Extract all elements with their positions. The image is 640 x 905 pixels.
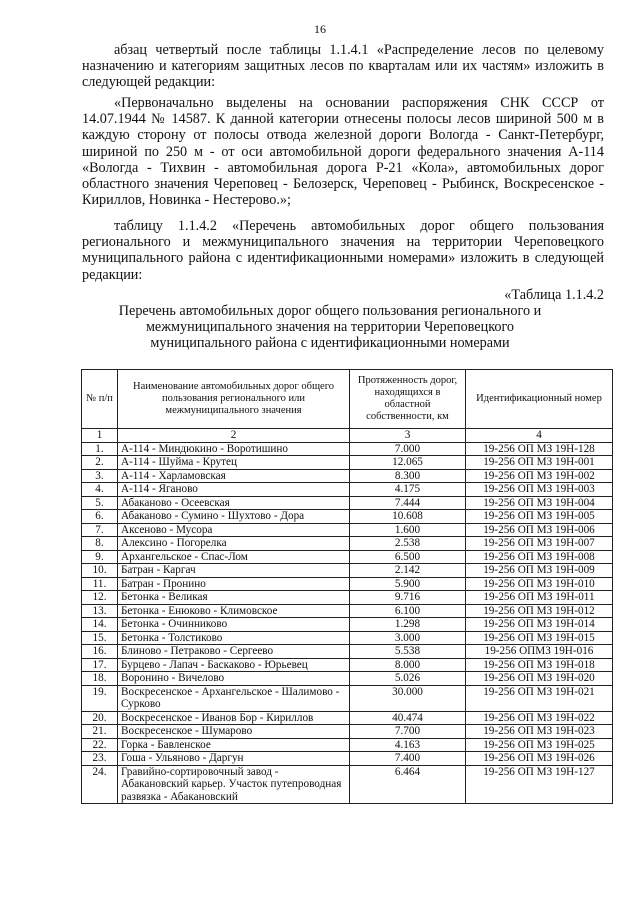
road-id: 19-256 ОП МЗ 19Н-018: [466, 658, 613, 672]
table-label: «Таблица 1.1.4.2: [504, 287, 604, 303]
row-number: 23.: [82, 752, 118, 766]
road-name: А-114 - Шуйма - Крутец: [118, 456, 350, 470]
row-number: 14.: [82, 618, 118, 632]
road-id: 19-256 ОП МЗ 19Н-004: [466, 496, 613, 510]
road-length: 10.608: [350, 510, 466, 524]
road-name: Бетонка - Очинниково: [118, 618, 350, 632]
road-length: 5.538: [350, 645, 466, 659]
road-name: А-114 - Яганово: [118, 483, 350, 497]
road-name: Бурцево - Лапач - Баскаково - Юрьевец: [118, 658, 350, 672]
road-name: Архангельское - Спас-Лом: [118, 550, 350, 564]
table-row: [82, 496, 613, 510]
road-name: Бетонка - Великая: [118, 591, 350, 605]
page-number: 16: [314, 22, 326, 36]
table-header-row: [82, 370, 613, 429]
table-row: [82, 711, 613, 725]
road-name: Воскресенское - Шумарово: [118, 725, 350, 739]
row-number: 4.: [82, 483, 118, 497]
road-length: 1.298: [350, 618, 466, 632]
road-length: 40.474: [350, 711, 466, 725]
row-number: 17.: [82, 658, 118, 672]
row-number: 6.: [82, 510, 118, 524]
row-number: 21.: [82, 725, 118, 739]
road-id: 19-256 ОП МЗ 19Н-026: [466, 752, 613, 766]
road-length: 9.716: [350, 591, 466, 605]
road-id: 19-256 ОП МЗ 19Н-025: [466, 738, 613, 752]
road-id: 19-256 ОП МЗ 19Н-005: [466, 510, 613, 524]
table-row: [82, 618, 613, 632]
road-id: 19-256 ОП МЗ 19Н-001: [466, 456, 613, 470]
road-name: Абаканово - Сумино - Шухтово - Дора: [118, 510, 350, 524]
table-row: [82, 752, 613, 766]
table-row: [82, 510, 613, 524]
row-number: 15.: [82, 631, 118, 645]
header-length: Протяженность дорог, находящихся в областной собственности, км: [350, 370, 466, 429]
road-length: 7.444: [350, 496, 466, 510]
road-length: 4.163: [350, 738, 466, 752]
road-name: Воскресенское - Архангельское - Шалимово - Сурково: [118, 685, 350, 711]
row-number: 5.: [82, 496, 118, 510]
road-length: 2.142: [350, 564, 466, 578]
road-name: Воронино - Вичелово: [118, 672, 350, 686]
road-name: Гоша - Ульяново - Даргун: [118, 752, 350, 766]
road-id: 19-256 ОП МЗ 19Н-021: [466, 685, 613, 711]
row-number: 19.: [82, 685, 118, 711]
road-length: 12.065: [350, 456, 466, 470]
road-id: 19-256 ОП МЗ 19Н-012: [466, 604, 613, 618]
road-length: 3.000: [350, 631, 466, 645]
paragraph-text: «Первоначально выделены на основании распоряжения СНК СССР от 14.07.1944 № 14587. К данной категории отнесены полосы лесов шириной 500 м в каждую сторону от полосы отвода железной дороги Вологда - Санкт-Петербург, шириной по 250 м - от оси автомобильной дороги федерального значения А-114 «Вологда - Тихвин - автомобильная дорога Р-21 «Кола», автомобильных дорог областного значения Череповец - Белозерск, Череповец - Рыбинск, Воскресенское - Кириллов, Новинка - Нестерово.»;: [82, 95, 604, 209]
row-number: 22.: [82, 738, 118, 752]
table-row: [82, 631, 613, 645]
table-row: [82, 725, 613, 739]
road-id: 19-256 ОП МЗ 19Н-002: [466, 469, 613, 483]
row-number: 7.: [82, 523, 118, 537]
road-length: 8.300: [350, 469, 466, 483]
road-id: 19-256 ОП МЗ 19Н-009: [466, 564, 613, 578]
road-name: Гравийно-сортировочный завод - Абакановский карьер. Участок путепроводная развязка - Абакановский: [118, 765, 350, 804]
row-number: 13.: [82, 604, 118, 618]
table-row: [82, 765, 613, 804]
road-name: Горка - Бавленское: [118, 738, 350, 752]
header-id-number: Идентификационный номер: [466, 370, 613, 429]
paragraph-quote: [82, 95, 604, 208]
road-name: Алексино - Погорелка: [118, 537, 350, 551]
row-number: 12.: [82, 591, 118, 605]
column-number-row: [82, 429, 613, 443]
road-length: 6.100: [350, 604, 466, 618]
table-row: [82, 577, 613, 591]
road-id: 19-256 ОП МЗ 19Н-128: [466, 442, 613, 456]
table-row: [82, 658, 613, 672]
road-id: 19-256 ОП МЗ 19Н-007: [466, 537, 613, 551]
table-row: [82, 469, 613, 483]
road-id: 19-256 ОП МЗ 19Н-008: [466, 550, 613, 564]
row-number: 1.: [82, 442, 118, 456]
road-length: 30.000: [350, 685, 466, 711]
table-row: [82, 604, 613, 618]
table-row: [82, 442, 613, 456]
row-number: 11.: [82, 577, 118, 591]
row-number: 8.: [82, 537, 118, 551]
table-row: [82, 564, 613, 578]
road-length: 4.175: [350, 483, 466, 497]
row-number: 3.: [82, 469, 118, 483]
row-number: 20.: [82, 711, 118, 725]
road-id: 19-256 ОП МЗ 19Н-014: [466, 618, 613, 632]
table-row: [82, 483, 613, 497]
road-name: Абаканово - Осеевская: [118, 496, 350, 510]
row-number: 10.: [82, 564, 118, 578]
table-row: [82, 645, 613, 659]
row-number: 2.: [82, 456, 118, 470]
road-id: 19-256 ОП МЗ 19Н-020: [466, 672, 613, 686]
table-row: [82, 738, 613, 752]
road-length: 6.464: [350, 765, 466, 804]
road-id: 19-256 ОП МЗ 19Н-010: [466, 577, 613, 591]
road-length: 5.026: [350, 672, 466, 686]
road-id: 19-256 ОП МЗ 19Н-003: [466, 483, 613, 497]
road-name: Бетонка - Енюково - Климовское: [118, 604, 350, 618]
table-row: [82, 550, 613, 564]
row-number: 9.: [82, 550, 118, 564]
road-id: 19-256 ОП МЗ 19Н-015: [466, 631, 613, 645]
column-number: 4: [466, 429, 613, 443]
row-number: 16.: [82, 645, 118, 659]
paragraph-text: абзац четвертый после таблицы 1.1.4.1 «Распределение лесов по целевому назначению и категориям защитных лесов по кварталам или их частям» изложить в следующей редакции:: [82, 42, 604, 91]
road-name: Блиново - Петраково - Сергеево: [118, 645, 350, 659]
table-row: [82, 456, 613, 470]
road-id: 19-256 ОП МЗ 19Н-127: [466, 765, 613, 804]
column-number: 1: [82, 429, 118, 443]
road-name: А-114 - Миндюкино - Воротишино: [118, 442, 350, 456]
road-name: Аксеново - Мусора: [118, 523, 350, 537]
road-length: 1.600: [350, 523, 466, 537]
paragraph-amendment-1: [82, 42, 604, 91]
road-length: 7.000: [350, 442, 466, 456]
road-name: Бетонка - Толстиково: [118, 631, 350, 645]
road-id: 19-256 ОП МЗ 19Н-022: [466, 711, 613, 725]
road-length: 6.500: [350, 550, 466, 564]
header-number: № п/п: [82, 370, 118, 429]
road-name: А-114 - Харламовская: [118, 469, 350, 483]
paragraph-text: таблицу 1.1.4.2 «Перечень автомобильных дорог общего пользования регионального и межмуниципального значения на территории Череповецкого муниципального района с идентификационными номерами» изложить в следующей редакции:: [82, 218, 604, 283]
row-number: 24.: [82, 765, 118, 804]
paragraph-amendment-2: [82, 218, 604, 283]
header-road-name: Наименование автомобильных дорог общего пользования регионального или межмуниципального значения: [118, 370, 350, 429]
road-id: 19-256 ОП МЗ 19Н-023: [466, 725, 613, 739]
road-name: Батран - Пронино: [118, 577, 350, 591]
road-id: 19-256 ОП МЗ 19Н-011: [466, 591, 613, 605]
road-name: Батран - Каргач: [118, 564, 350, 578]
roads-table: [81, 369, 613, 804]
table-row: [82, 591, 613, 605]
column-number: 3: [350, 429, 466, 443]
table-title: Перечень автомобильных дорог общего пользования регионального и межмуниципального значения на территории Череповецкого муниципального района с идентификационными номерами: [118, 303, 542, 352]
table-row: [82, 537, 613, 551]
road-length: 8.000: [350, 658, 466, 672]
road-length: 7.700: [350, 725, 466, 739]
table-row: [82, 672, 613, 686]
row-number: 18.: [82, 672, 118, 686]
road-id: 19-256 ОПМЗ 19Н-016: [466, 645, 613, 659]
road-id: 19-256 ОП МЗ 19Н-006: [466, 523, 613, 537]
road-length: 7.400: [350, 752, 466, 766]
road-name: Воскресенское - Иванов Бор - Кириллов: [118, 711, 350, 725]
road-length: 2.538: [350, 537, 466, 551]
table-row: [82, 685, 613, 711]
road-length: 5.900: [350, 577, 466, 591]
table-row: [82, 523, 613, 537]
column-number: 2: [118, 429, 350, 443]
